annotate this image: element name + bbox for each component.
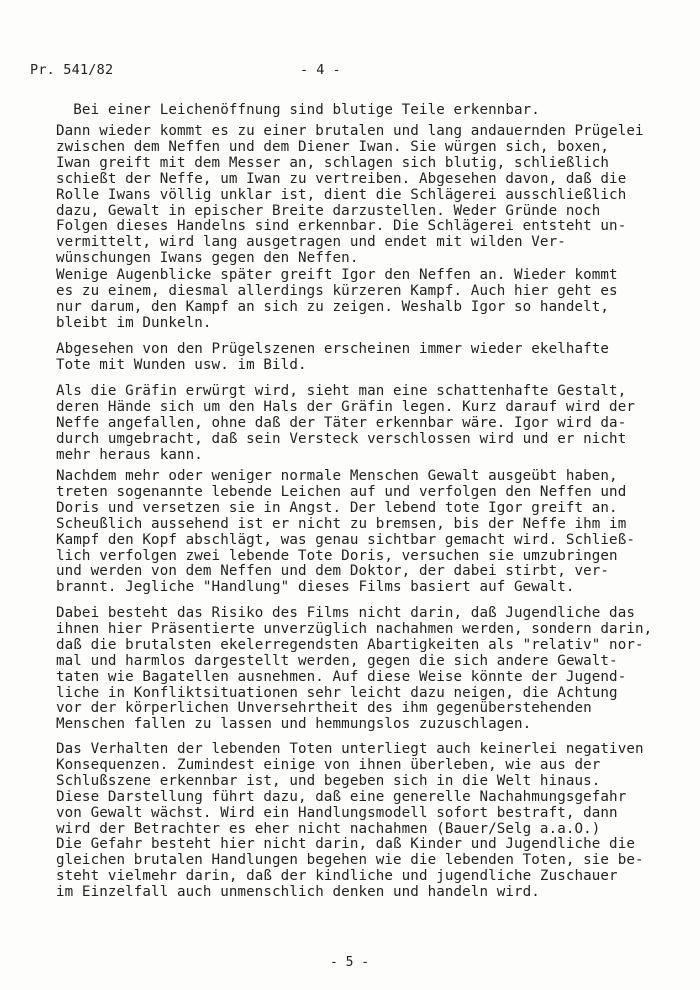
paragraph-igor-attack: Wenige Augenblicke später greift Igor den Neffen an. Wieder kommt es zu einem, diesmal allerdings kürzeren Kampf. Auch hier geht es nur darum, den Kampf an sich zu zeigen. Weshalb Igor so handelt, bleibt im Dunkeln.	[56, 267, 618, 331]
paragraph-living-dead: Nachdem mehr oder weniger normale Menschen Gewalt ausgeübt haben, treten sogenannte lebende Leichen auf und verfolgen den Neffen und Doris und versetzen sie in Angst. Der lebend tote Igor greift an. Scheußlich aussehend ist er nicht zu bremsen, bis der Neffe ihm im Kampf den Kopf abschlägt, was genau sichtbar gemacht wird. Schließ- lich verfolgen zwei lebende Tote Doris, versuchen sie umzubringen und werden von dem Neffen und dem Doktor, der dabei stirbt, ver- brannt. Jegliche "Handlung" dieses Films basiert auf Gewalt.	[56, 468, 635, 596]
paragraph-corpses: Abgesehen von den Prügelszenen erscheinen immer wieder ekelhafte Tote mit Wunden usw. im Bild.	[56, 341, 610, 373]
next-page-marker: - 5 -	[330, 955, 370, 970]
paragraph-consequences: Das Verhalten der lebenden Toten unterliegt auch keinerlei negativen Konsequenzen. Zumindest einige von ihnen überleben, wie aus der Schlußszene erkennbar ist, und begeben sich in die Welt hinaus. Diese Darstellung führt dazu, daß eine generelle Nachahmungsgefahr von Gewalt wächst. Wird ein Handlungsmodell sofort bestraft, dann wird der Betrachter es eher nicht nachahmen (Bauer/Selg a.a.O.) Die Gefahr besteht hier nicht darin, daß Kinder und Jugendliche die gleichen brutalen Handlungen begehen wie die lebenden Toten, sie be- steht vielmehr darin, daß der kindliche und jugendliche Zuschauer im Einzelfall auch unmenschlich denken und handeln wird.	[56, 741, 644, 901]
paragraph-autopsy: Bei einer Leichenöffnung sind blutige Teile erkennbar.	[56, 102, 540, 118]
paragraph-risk: Dabei besteht das Risiko des Films nicht darin, daß Jugendliche das ihnen hier Präsentierte unverzüglich nachahmen werden, sondern darin, daß die brutalsten ekelerregendsten Abartigkeiten als "relativ" nor- mal und harmlos dargestellt werden, gegen die sich andere Gewalt- taten wie Bagatellen ausnehmen. Auf diese Weise könnte der Jugend- liche in Konfliktsituationen sehr leicht dazu neigen, die Achtung vor der körperlichen Unversehrtheit des ihm gegenüberstehenden Menschen fallen zu lassen und hemmungslos zuzuschlagen.	[56, 605, 653, 733]
page-number: - 4 -	[300, 62, 341, 78]
paragraph-iwan-fight: Dann wieder kommt es zu einer brutalen und lang andauernden Prügelei zwischen dem Neffen und dem Diener Iwan. Sie würgen sich, boxen, Iwan greift mit dem Messer an, schlagen sich blutig, schließlich schießt der Neffe, um Iwan zu vertreiben. Abgesehen davon, daß die Rolle Iwans völlig unklar ist, dient die Schlägerei ausschließlich dazu, Gewalt in epischer Breite darzustellen. Weder Gründe noch Folgen dieses Handelns sind erkennbar. Die Schlägerei entsteht un- vermittelt, wird lang ausgetragen und endet mit wilden Ver- wünschungen Iwans gegen den Neffen.	[56, 123, 644, 267]
paragraph-countess: Als die Gräfin erwürgt wird, sieht man eine schattenhafte Gestalt, deren Hände sich um den Hals der Gräfin legen. Kurz darauf wird der Neffe angefallen, ohne daß der Täter erkennbar wäre. Igor wird da- durch umgebracht, daß sein Versteck verschlossen wird und er nicht mehr heraus kann.	[56, 383, 635, 463]
document-reference: Pr. 541/82	[30, 62, 114, 78]
